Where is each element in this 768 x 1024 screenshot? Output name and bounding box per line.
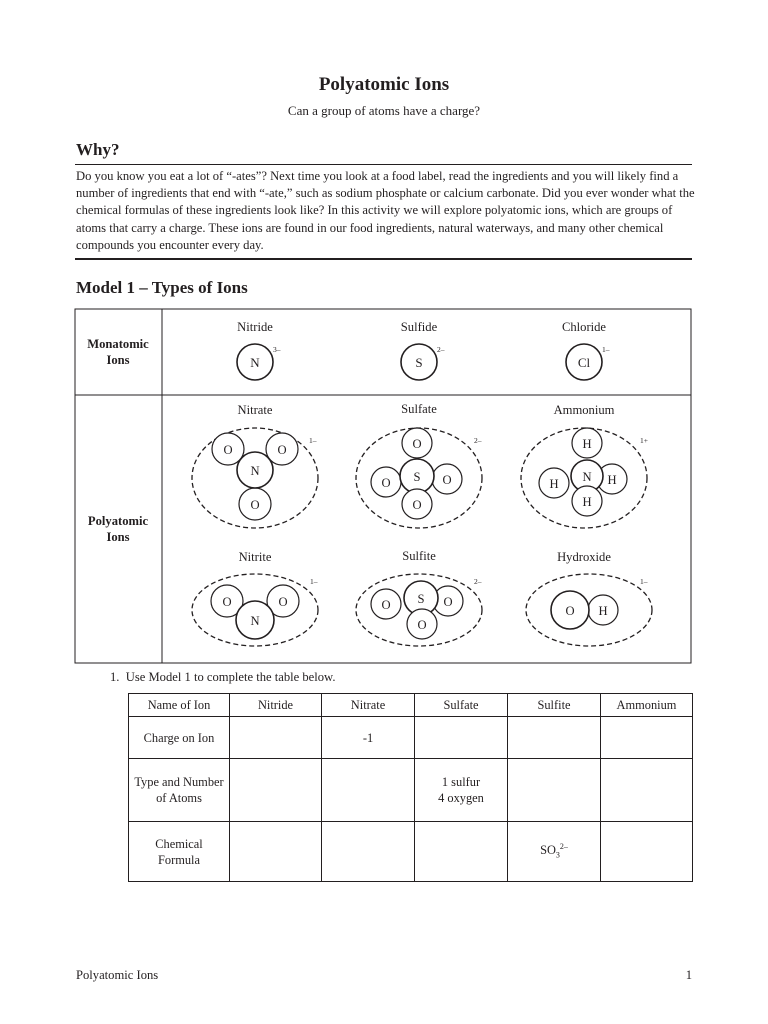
ion-charge: 2– — [474, 577, 482, 586]
svg-text:H: H — [607, 473, 617, 487]
table-header: Nitrate — [322, 694, 415, 717]
svg-text:S: S — [415, 355, 423, 370]
svg-text:O: O — [278, 595, 288, 609]
answer-cell[interactable] — [415, 822, 508, 882]
svg-text:H: H — [549, 477, 559, 491]
ion-chloride — [562, 320, 610, 380]
answer-cell[interactable] — [508, 717, 601, 759]
table-row — [129, 822, 693, 882]
answer-cell[interactable] — [415, 717, 508, 759]
answer-cell[interactable] — [230, 822, 322, 882]
question-number: 1. — [110, 670, 120, 684]
svg-text:O: O — [442, 473, 452, 487]
formula-base: SO — [540, 843, 556, 858]
svg-text:S: S — [417, 592, 425, 606]
ion-ammonium — [521, 403, 648, 528]
svg-text:H: H — [582, 437, 592, 451]
ion-charge: 2– — [437, 345, 445, 354]
ion-sulfide — [401, 320, 445, 380]
ion-charge: 3– — [273, 345, 281, 354]
ion-sulfite — [356, 549, 482, 646]
table-header: Sulfite — [508, 694, 601, 717]
svg-text:O: O — [443, 595, 453, 609]
ion-name: Nitride — [237, 320, 273, 334]
ion-name: Chloride — [561, 320, 607, 334]
footer-title: Polyatomic Ions — [76, 968, 159, 982]
svg-text:N: N — [250, 355, 260, 370]
ion-answer-table — [128, 693, 693, 882]
svg-text:O: O — [250, 498, 260, 512]
why-heading: Why? — [76, 140, 120, 159]
formula-charge: 2– — [559, 842, 568, 852]
svg-text:N: N — [582, 470, 592, 484]
svg-text:O: O — [412, 437, 422, 451]
svg-text:N: N — [250, 614, 260, 628]
svg-text:O: O — [412, 498, 422, 512]
answer-cell[interactable] — [601, 759, 693, 822]
svg-text:O: O — [381, 476, 391, 490]
ion-charge: 1– — [309, 436, 317, 445]
page-number: 1 — [685, 968, 692, 982]
table-header: Nitride — [230, 694, 322, 717]
answer-cell[interactable] — [601, 822, 693, 882]
why-paragraph: Do you know you eat a lot of “-ates”? Next time you look at a food label, read the ingredients and you will likely find a number of ingredients that end with “-ate,” such as sodium phosphate or calcium carbonate. Did you ever wonder what the chemical formulas of these ingredients look like? In this activity we will explore polyatomic ions, which are groups of atoms that carry a charge. These ions are found in our food ingredients, natural waterways, and many other chemical compounds you encounter every day. — [76, 169, 695, 252]
ion-nitride — [237, 320, 281, 380]
svg-text:O: O — [565, 604, 575, 618]
answer-cell[interactable] — [322, 822, 415, 882]
ion-name: Hydroxide — [557, 550, 611, 564]
row-label: Chemical Formula — [129, 822, 230, 882]
page-subtitle: Can a group of atoms have a charge? — [287, 103, 481, 118]
row-label: Type and Number of Atoms — [129, 759, 230, 822]
ion-name: Ammonium — [553, 403, 615, 417]
svg-text:Cl: Cl — [577, 355, 591, 370]
ion-hydroxide — [526, 550, 652, 646]
svg-text:O: O — [277, 443, 287, 457]
answer-cell-sulfite-formula[interactable] — [508, 822, 601, 882]
ion-name: Nitrite — [238, 550, 272, 564]
svg-text:O: O — [222, 595, 232, 609]
answer-cell[interactable] — [601, 717, 693, 759]
question-text: Use Model 1 to complete the table below. — [125, 670, 336, 684]
ion-nitrite — [192, 550, 318, 646]
formula-subscript: 3 — [555, 850, 560, 860]
answer-cell[interactable]: 1 sulfur 4 oxygen — [415, 759, 508, 822]
svg-text:N: N — [250, 464, 260, 478]
ion-sulfate — [356, 402, 482, 528]
ion-name: Nitrate — [237, 403, 273, 417]
ion-name: Sulfite — [402, 549, 436, 563]
table-header: Sulfate — [415, 694, 508, 717]
ion-charge: 1– — [602, 345, 610, 354]
svg-text:S: S — [413, 470, 421, 484]
table-row — [129, 717, 693, 759]
svg-text:H: H — [582, 495, 592, 509]
ion-charge: 1– — [310, 577, 318, 586]
ion-charge: 1– — [640, 577, 648, 586]
row-label-monatomic: Monatomic Ions — [87, 337, 149, 367]
row-label-polyatomic: Polyatomic Ions — [87, 514, 149, 544]
answer-cell[interactable] — [508, 759, 601, 822]
answer-cell[interactable] — [322, 759, 415, 822]
answer-cell[interactable] — [230, 759, 322, 822]
ion-nitrate — [192, 403, 318, 528]
ion-charge: 2– — [474, 436, 482, 445]
row-label: Charge on Ion — [129, 717, 230, 759]
svg-text:O: O — [381, 598, 391, 612]
page-title: Polyatomic Ions — [318, 74, 450, 95]
table-header: Name of Ion — [129, 694, 230, 717]
answer-cell[interactable] — [230, 717, 322, 759]
model-heading: Model 1 – Types of Ions — [76, 278, 248, 297]
table-header: Ammonium — [601, 694, 693, 717]
table-header-row — [129, 694, 693, 717]
question-1 — [110, 670, 335, 685]
ion-name: Sulfate — [401, 402, 437, 416]
svg-text:O: O — [223, 443, 233, 457]
ion-name: Sulfide — [400, 320, 438, 334]
ion-charge: 1+ — [640, 436, 648, 445]
svg-text:H: H — [598, 604, 608, 618]
answer-cell[interactable]: -1 — [322, 717, 415, 759]
svg-text:O: O — [417, 618, 427, 632]
table-row — [129, 759, 693, 822]
